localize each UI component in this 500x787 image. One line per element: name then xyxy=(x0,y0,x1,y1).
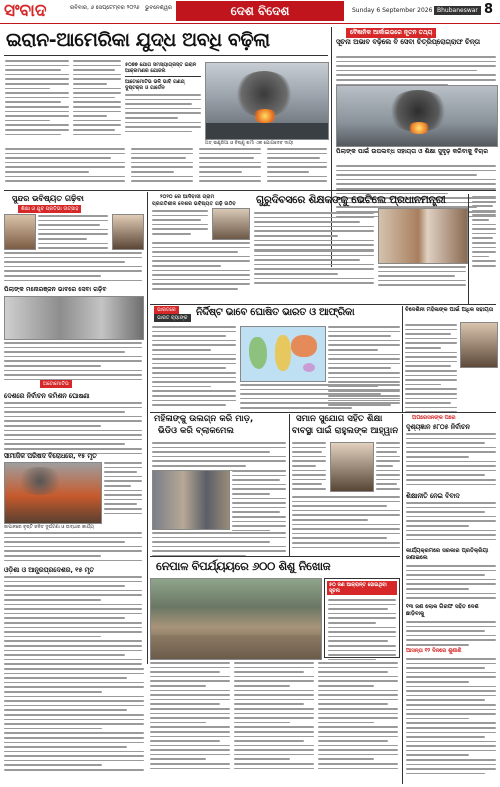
women-body xyxy=(152,442,286,471)
column-divider xyxy=(289,414,290,556)
right-bottom-body5 xyxy=(406,658,496,774)
column-divider xyxy=(468,194,469,304)
bottom-body-col3 xyxy=(234,662,314,769)
rahul-headline-line1[interactable]: ସମାନ ସୁଯୋଗ ସହିତ ଶିକ୍ଷା xyxy=(296,414,383,424)
rahul-body-3 xyxy=(292,496,400,548)
left-story5-body xyxy=(4,576,142,665)
right-mid-body xyxy=(405,324,457,413)
left-column xyxy=(4,194,144,664)
map-intro xyxy=(152,326,236,406)
left-story1-headline[interactable]: ସୁନ୍ଦର ଭବିଷ୍ୟତ ଗଢ଼ିବା xyxy=(12,194,84,203)
teacher-kicker: ୨୦୨୦ ରେ ଆଦିବାସୀ ଗ୍ରାମ xyxy=(160,194,215,200)
right-bottom-body2 xyxy=(406,502,496,540)
lead-headline[interactable]: ଇରାନ-ଆମେରିକା ଯୁଦ୍ଧ ଅବଧି ବଢ଼ିଲା xyxy=(6,29,270,51)
right-bottom-tag: ଅପରେସନଙ୍କ ପରେ xyxy=(412,415,456,421)
right-bottom-body3 xyxy=(406,565,496,599)
teacher-photo[interactable] xyxy=(378,208,468,264)
left-story4-body xyxy=(104,462,142,514)
right-bottom-headline3[interactable]: କାର୍ଯ୍ୟକ୍ରମରେ ସରକାର ପ୍ରତିକ୍ରିୟା ଜଣାଇଲେ xyxy=(406,548,489,561)
right-top-photo[interactable] xyxy=(336,85,498,147)
column-divider xyxy=(402,306,403,412)
right-top-intro xyxy=(336,56,496,85)
continent-americas xyxy=(249,337,267,369)
map-headline[interactable]: ନିର୍ଦ୍ଦିଷ୍ଟ ଭାବେ ଘୋଷିତ ଭାରତ ଓ ଆଫ୍ରିକା xyxy=(196,307,355,318)
left-story5-headline[interactable]: ଓଡ଼ିଶା ଓ ଆନ୍ଧ୍ରପ୍ରଦେଶର, ୧୫ ମୃତ xyxy=(4,566,94,574)
lead-text-col5 xyxy=(131,148,193,182)
right-bottom-headline1[interactable]: ଦୃଶ୍ୟଜ୍ଞାନ ୫୮୦୫ ନିର୍ବାଚନ xyxy=(406,423,470,431)
continent-australia xyxy=(303,363,315,372)
teacher-body xyxy=(254,212,374,250)
divider xyxy=(150,412,496,413)
bottom-body-col4 xyxy=(318,662,398,769)
right-mid-side-text xyxy=(472,196,496,267)
teacher-kicker-sub: ପ୍ରଗତିଶୀଳ ଦେଶର ଭବିଷ୍ୟତ ଗଢ଼ି ଉଠିବ xyxy=(152,201,236,207)
column-divider xyxy=(147,192,148,664)
world-map[interactable] xyxy=(240,326,326,382)
lead-subhead-2: ଆଟୋମୋଟିଭ ଭଳି ଭାବି ଗଣଯ୍ ଦୁଷ୍ଟକ୍ର ଓ ଗାର୍ଡେନ xyxy=(125,78,185,91)
rahul-photo[interactable] xyxy=(330,442,374,492)
page-number: 8 xyxy=(484,2,494,17)
left-story1-body-2 xyxy=(4,252,142,281)
right-top-subheadline[interactable]: ପିଲାଙ୍କ ପାଇଁ ଉପଲବ୍ଧ ସହାୟତା ଓ ଶିକ୍ଷା ସୁଦୃଢ଼ କରିବାକୁ ବିଚାର xyxy=(336,148,489,155)
left-story3-body xyxy=(4,402,142,454)
divider xyxy=(4,55,328,56)
lead-continuation xyxy=(5,148,327,188)
smoke-area xyxy=(15,467,65,495)
fire-glow xyxy=(252,109,278,123)
left-tag: ଅଟୋମୋଟିଭ xyxy=(40,380,72,388)
continent-europe-africa xyxy=(275,335,291,371)
continent-asia xyxy=(291,335,317,357)
bottom-side-box-body xyxy=(328,599,396,660)
lead-photo-caption: ଅତ୍ ଇଣ୍ଡ୍ରିଆ ଓ ବିଷ୍ଣୁ ଶର୍ମା ଏକ ଯୋଗଦେବ ଦାୟୀ xyxy=(205,141,294,146)
lead-text-col3 xyxy=(125,94,201,132)
column-divider xyxy=(402,414,403,784)
city-skyline xyxy=(206,123,328,139)
masthead-city: ଭୁବନେଶ୍ୱର xyxy=(145,5,173,11)
right-top-tag: ବୈଜ୍ଞାନିକ ଆର୍କାଇଭରେ ନୂତନ ତଥ୍ୟ xyxy=(346,28,436,38)
lead-text-col2 xyxy=(73,60,121,135)
lead-text-col4 xyxy=(5,148,125,182)
divider xyxy=(150,556,400,557)
masthead xyxy=(0,0,500,24)
right-bottom-headline4[interactable]: ୧୩ ଜଣ ଲୋକ ଗିରଫ ସହିତ ଦେଶ ଛାଡ଼ିବାକୁ xyxy=(406,604,479,617)
portrait-left[interactable] xyxy=(4,214,36,250)
right-top-headline[interactable]: ସୂଚନା ଅଭାବ ବଢ଼ିଲେ ବି ସେବା ଚିତ୍ରିପ୍ରୋଗ୍ରାଫ ଚିନ୍ତା xyxy=(336,38,480,46)
teacher-headline[interactable]: ଗୁରୁଦିବସରେ ଶିକ୍ଷକଙ୍କୁ ଭେଟିଲେ ପ୍ରଧାନମନ୍ତ୍ରୀ xyxy=(256,194,446,206)
right-bottom-kicker: ଆସନ୍ତା ୧୨ ଦିନରେ ଶୁଣାଣି xyxy=(406,648,462,654)
lead-text-col1 xyxy=(5,60,69,135)
right-bottom-body4 xyxy=(406,621,496,646)
map-tag-2: ଭାରତ ବ୍ୟାଙ୍କ xyxy=(154,314,191,322)
bottom-side-box-title: ୫୦ ଜଣ ଆକ୍ରାନ୍ତ ହୋଇଥିବା ସୂଚନା xyxy=(327,581,397,595)
lead-subhead: ୫୦୭୭ ଯୋଗ ସମସ୍ୟାଗ୍ରସ୍ତ ଇରାନ ଆକ୍ରମଣର ଯୋଜନା xyxy=(125,62,197,74)
left-story1-body xyxy=(38,215,108,249)
teacher-body-3 xyxy=(378,266,466,286)
map-body-2 xyxy=(240,384,400,413)
lead-body xyxy=(5,60,327,145)
masthead-date-english: Sunday 6 September 2026 xyxy=(352,7,433,14)
bottom-headline[interactable]: ନେପାଳ ବିପର୍ଯ୍ୟୟରେ ୬୦୦ ଶିଶୁ ନିଖୋଜ xyxy=(156,559,331,573)
left-story1-kicker: ଶିକ୍ଷା ଓ ଯୁବ ପ୍ରତିଭା ଉତ୍ସାହ xyxy=(18,205,81,213)
teacher-side-photo[interactable] xyxy=(212,208,250,240)
left-story4-headline[interactable]: ସାମାଜିକ ପରିଷଦ ବିରୋଧରେ, ୧୫ ମୃତ xyxy=(4,452,97,460)
divider xyxy=(125,76,201,77)
divider xyxy=(4,190,496,191)
section-title: ଦେଶ ବିଦେଶ xyxy=(230,4,290,18)
right-bottom-headline2[interactable]: ଶିକ୍ଷାନୀତି ନେଇ ବିବାଦ xyxy=(406,492,460,500)
bottom-body-col1 xyxy=(4,668,144,771)
women-headline-line2[interactable]: ଭିଡିଓ କରି ବ୍ଲାକମେଲ xyxy=(158,426,234,436)
women-headline-line1[interactable]: ମହିଳାଙ୍କୁ ଉଲଗ୍ନ କରି ମାଡ଼, xyxy=(154,414,254,424)
left-story2-headline[interactable]: ପିଲାଙ୍କ ମନୋରଞ୍ଜନ ଭାବରେ ସେବା ଗଢ଼ିବ xyxy=(4,286,107,293)
left-story2-body xyxy=(4,342,142,380)
women-body-3 xyxy=(152,532,286,557)
rahul-headline-line2[interactable]: ବାବସ୍ଥା ପାଇଁ ରାହୁଲଙ୍କ ଆହ୍ୱାନ xyxy=(292,426,399,436)
bottom-body-col2 xyxy=(150,662,230,769)
women-photo[interactable] xyxy=(152,470,230,530)
rahul-body xyxy=(292,442,326,490)
women-body-2 xyxy=(232,470,286,531)
left-photo-caption: ଜାପାନରେ ବୃଷ୍ଟି ଜନିତ ଦୁର୍ଘଟଣା ଓ ଉଦ୍ଧାର କାର୍ଯ୍ୟ xyxy=(4,525,94,530)
divider xyxy=(150,304,496,305)
bottom-side-box xyxy=(324,578,400,658)
brand-logo[interactable]: ସଂବାଦ xyxy=(4,1,47,21)
flood-water xyxy=(151,635,321,659)
bottom-photo[interactable] xyxy=(150,578,322,660)
left-story2-photo[interactable] xyxy=(4,296,144,340)
left-story3-headline[interactable]: ଦେଶରେ ନିର୍ବାଚନ କମିଶନ ଘୋଷଣା xyxy=(4,392,90,400)
section-banner xyxy=(176,1,344,21)
right-mid-portrait[interactable] xyxy=(460,322,498,368)
rahul-body-2 xyxy=(376,442,400,490)
lead-subhead-box xyxy=(125,62,201,91)
map-tag: ଭାରତରେ xyxy=(154,306,179,314)
right-bottom-body1 xyxy=(406,433,496,485)
lead-text-col6 xyxy=(199,148,261,182)
left-story4-photo[interactable] xyxy=(4,462,102,524)
left-story4-body-2 xyxy=(4,532,142,561)
blast-fire xyxy=(407,122,431,134)
portrait-right[interactable] xyxy=(112,214,144,250)
right-mid-headline[interactable]: ବିଦେଶିନୀ ମହିଳାଙ୍କ ପାଇଁ ଅଧିକ ସହାୟତା xyxy=(405,307,494,313)
teacher-side-text-2 xyxy=(152,242,250,290)
masthead-city-english: Bhubaneswar xyxy=(434,6,481,15)
lead-text-col7 xyxy=(267,148,327,182)
teacher-side-text xyxy=(152,210,208,235)
teacher-body-2 xyxy=(254,250,374,284)
masthead-date: ରବିବାର, ୬ ସେପ୍ଟେମ୍ବର ୨୦୨୬ xyxy=(70,5,140,11)
lead-photo[interactable] xyxy=(205,62,329,140)
